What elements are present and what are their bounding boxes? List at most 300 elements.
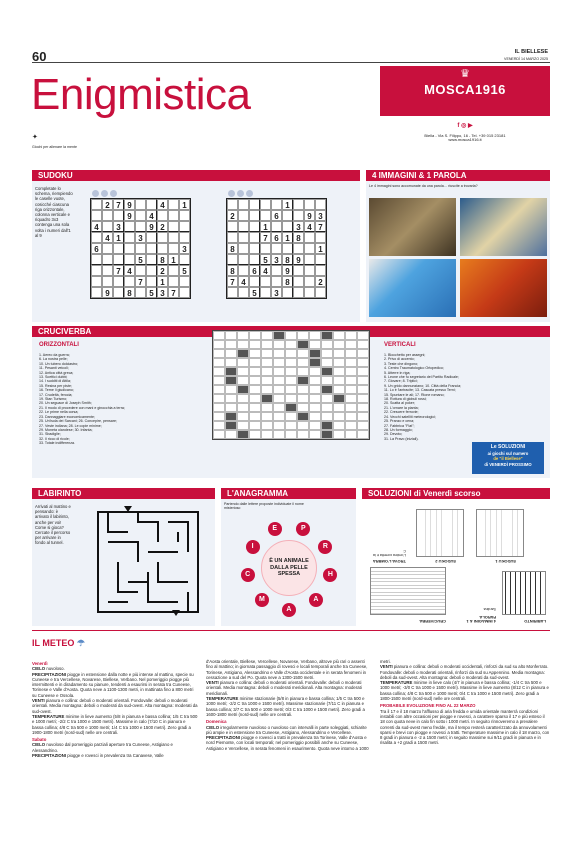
crossword-cell[interactable] bbox=[225, 394, 237, 403]
crossword-grid[interactable] bbox=[212, 330, 370, 440]
sudoku-cell[interactable] bbox=[157, 210, 168, 221]
crossword-cell[interactable] bbox=[237, 385, 249, 394]
crossword-cell[interactable] bbox=[273, 340, 285, 349]
sudoku-cell[interactable] bbox=[249, 254, 260, 265]
sudoku-cell[interactable] bbox=[304, 232, 315, 243]
crossword-cell[interactable] bbox=[345, 358, 357, 367]
sudoku-cell[interactable] bbox=[271, 199, 282, 210]
sudoku-cell[interactable] bbox=[271, 276, 282, 287]
sudoku-cell[interactable]: 1 bbox=[168, 254, 179, 265]
crossword-cell[interactable] bbox=[225, 349, 237, 358]
crossword-cell[interactable] bbox=[333, 367, 345, 376]
crossword-cell[interactable] bbox=[273, 331, 285, 340]
sudoku-cell[interactable]: 8 bbox=[227, 265, 238, 276]
sudoku-cell[interactable] bbox=[91, 199, 102, 210]
sudoku-cell[interactable] bbox=[293, 210, 304, 221]
crossword-cell[interactable] bbox=[237, 430, 249, 439]
crossword-cell[interactable] bbox=[285, 349, 297, 358]
crossword-cell[interactable] bbox=[321, 358, 333, 367]
sudoku-cell[interactable] bbox=[179, 276, 190, 287]
crossword-cell[interactable] bbox=[309, 430, 321, 439]
crossword-cell[interactable] bbox=[297, 367, 309, 376]
instagram-icon[interactable]: ◎ bbox=[461, 123, 467, 129]
sudoku-cell[interactable]: 7 bbox=[315, 221, 326, 232]
crossword-cell[interactable] bbox=[345, 331, 357, 340]
crossword-cell[interactable] bbox=[309, 421, 321, 430]
sudoku-cell[interactable] bbox=[124, 243, 135, 254]
sudoku-cell[interactable]: 4 bbox=[146, 210, 157, 221]
crossword-cell[interactable] bbox=[273, 376, 285, 385]
sudoku-cell[interactable] bbox=[304, 287, 315, 298]
sudoku-cell[interactable]: 3 bbox=[271, 287, 282, 298]
sudoku-cell[interactable] bbox=[102, 254, 113, 265]
sudoku-cell[interactable] bbox=[293, 287, 304, 298]
sudoku-cell[interactable] bbox=[146, 243, 157, 254]
sudoku-cell[interactable]: 4 bbox=[238, 276, 249, 287]
crossword-cell[interactable] bbox=[249, 349, 261, 358]
sudoku-cell[interactable] bbox=[102, 221, 113, 232]
sudoku-cell[interactable] bbox=[124, 254, 135, 265]
sudoku-cell[interactable] bbox=[315, 287, 326, 298]
sudoku-cell[interactable]: 9 bbox=[304, 210, 315, 221]
crossword-cell[interactable] bbox=[237, 340, 249, 349]
sudoku-cell[interactable] bbox=[124, 232, 135, 243]
sudoku-cell[interactable] bbox=[260, 199, 271, 210]
crossword-cell[interactable] bbox=[225, 367, 237, 376]
sudoku-cell[interactable] bbox=[157, 243, 168, 254]
sudoku-cell[interactable] bbox=[271, 243, 282, 254]
sudoku-cell[interactable] bbox=[146, 199, 157, 210]
crossword-cell[interactable] bbox=[297, 394, 309, 403]
sudoku-cell[interactable] bbox=[304, 254, 315, 265]
crossword-cell[interactable] bbox=[309, 367, 321, 376]
sudoku-cell[interactable] bbox=[227, 232, 238, 243]
sudoku-cell[interactable] bbox=[135, 265, 146, 276]
crossword-cell[interactable] bbox=[237, 349, 249, 358]
sudoku-cell[interactable]: 4 bbox=[260, 265, 271, 276]
sudoku-cell[interactable]: 1 bbox=[157, 276, 168, 287]
crossword-cell[interactable] bbox=[273, 367, 285, 376]
crossword-cell[interactable] bbox=[273, 385, 285, 394]
crossword-cell[interactable] bbox=[309, 331, 321, 340]
crossword-cell[interactable] bbox=[345, 403, 357, 412]
crossword-cell[interactable] bbox=[261, 367, 273, 376]
crossword-cell[interactable] bbox=[357, 376, 369, 385]
crossword-cell[interactable] bbox=[237, 394, 249, 403]
crossword-cell[interactable] bbox=[285, 385, 297, 394]
sudoku-cell[interactable] bbox=[113, 287, 124, 298]
sudoku-cell[interactable] bbox=[146, 254, 157, 265]
sudoku-cell[interactable] bbox=[293, 243, 304, 254]
sudoku-cell[interactable] bbox=[124, 221, 135, 232]
sudoku-cell[interactable] bbox=[179, 221, 190, 232]
crossword-cell[interactable] bbox=[225, 331, 237, 340]
crossword-cell[interactable] bbox=[345, 376, 357, 385]
crossword-cell[interactable] bbox=[237, 376, 249, 385]
crossword-cell[interactable] bbox=[261, 403, 273, 412]
sudoku-cell[interactable]: 1 bbox=[179, 199, 190, 210]
crossword-cell[interactable] bbox=[333, 331, 345, 340]
sudoku-cell[interactable]: 5 bbox=[179, 265, 190, 276]
sudoku-cell[interactable]: 6 bbox=[271, 210, 282, 221]
sudoku-cell[interactable] bbox=[168, 199, 179, 210]
sudoku-cell[interactable]: 7 bbox=[113, 199, 124, 210]
crossword-cell[interactable] bbox=[297, 403, 309, 412]
crossword-cell[interactable] bbox=[321, 421, 333, 430]
sudoku-cell[interactable] bbox=[179, 287, 190, 298]
sudoku-cell[interactable]: 5 bbox=[146, 287, 157, 298]
crossword-cell[interactable] bbox=[297, 412, 309, 421]
sudoku-cell[interactable] bbox=[304, 199, 315, 210]
youtube-icon[interactable]: ▶ bbox=[467, 123, 473, 129]
crossword-cell[interactable] bbox=[237, 331, 249, 340]
crossword-cell[interactable] bbox=[237, 421, 249, 430]
crossword-cell[interactable] bbox=[213, 349, 225, 358]
crossword-cell[interactable] bbox=[345, 421, 357, 430]
crossword-cell[interactable] bbox=[261, 331, 273, 340]
sudoku-cell[interactable] bbox=[238, 210, 249, 221]
crossword-cell[interactable] bbox=[333, 403, 345, 412]
crossword-cell[interactable] bbox=[333, 412, 345, 421]
crossword-cell[interactable] bbox=[333, 358, 345, 367]
crossword-cell[interactable] bbox=[357, 385, 369, 394]
sudoku-cell[interactable]: 3 bbox=[293, 221, 304, 232]
crossword-cell[interactable] bbox=[225, 340, 237, 349]
sudoku-cell[interactable] bbox=[271, 265, 282, 276]
ad-website[interactable]: www.mosca1916.it bbox=[448, 137, 482, 143]
crossword-cell[interactable] bbox=[213, 340, 225, 349]
crossword-cell[interactable] bbox=[249, 340, 261, 349]
crossword-cell[interactable] bbox=[297, 349, 309, 358]
sudoku-cell[interactable] bbox=[102, 210, 113, 221]
crossword-cell[interactable] bbox=[249, 376, 261, 385]
sudoku-cell[interactable] bbox=[146, 265, 157, 276]
crossword-cell[interactable] bbox=[213, 421, 225, 430]
sudoku-cell[interactable] bbox=[249, 243, 260, 254]
sudoku-cell[interactable] bbox=[249, 210, 260, 221]
crossword-cell[interactable] bbox=[357, 331, 369, 340]
crossword-cell[interactable] bbox=[213, 331, 225, 340]
crossword-cell[interactable] bbox=[297, 331, 309, 340]
crossword-cell[interactable] bbox=[357, 367, 369, 376]
sudoku-cell[interactable] bbox=[304, 243, 315, 254]
crossword-cell[interactable] bbox=[333, 385, 345, 394]
sudoku-cell[interactable] bbox=[260, 287, 271, 298]
sudoku-cell[interactable]: 3 bbox=[157, 287, 168, 298]
crossword-cell[interactable] bbox=[321, 385, 333, 394]
crossword-cell[interactable] bbox=[309, 412, 321, 421]
crossword-cell[interactable] bbox=[309, 358, 321, 367]
crossword-cell[interactable] bbox=[237, 358, 249, 367]
crossword-cell[interactable] bbox=[273, 421, 285, 430]
sudoku-cell[interactable]: 2 bbox=[157, 265, 168, 276]
sudoku-cell[interactable]: 9 bbox=[282, 265, 293, 276]
crossword-cell[interactable] bbox=[261, 376, 273, 385]
crossword-cell[interactable] bbox=[321, 349, 333, 358]
sudoku-cell[interactable]: 5 bbox=[249, 287, 260, 298]
sudoku-cell[interactable] bbox=[260, 276, 271, 287]
sudoku-cell[interactable] bbox=[102, 265, 113, 276]
crossword-cell[interactable] bbox=[261, 421, 273, 430]
crossword-cell[interactable] bbox=[333, 349, 345, 358]
sudoku-cell[interactable]: 8 bbox=[227, 243, 238, 254]
sudoku-cell[interactable]: 4 bbox=[102, 232, 113, 243]
sudoku-cell[interactable] bbox=[282, 210, 293, 221]
sudoku-cell[interactable] bbox=[168, 265, 179, 276]
sudoku-cell[interactable]: 3 bbox=[271, 254, 282, 265]
crossword-cell[interactable] bbox=[285, 430, 297, 439]
crossword-cell[interactable] bbox=[225, 421, 237, 430]
sudoku-cell[interactable] bbox=[293, 265, 304, 276]
crossword-cell[interactable] bbox=[357, 349, 369, 358]
crossword-cell[interactable] bbox=[345, 430, 357, 439]
sudoku-cell[interactable] bbox=[249, 232, 260, 243]
crossword-cell[interactable] bbox=[249, 358, 261, 367]
sudoku-cell[interactable]: 1 bbox=[315, 243, 326, 254]
crossword-cell[interactable] bbox=[345, 349, 357, 358]
crossword-cell[interactable] bbox=[333, 430, 345, 439]
sudoku-cell[interactable] bbox=[315, 254, 326, 265]
crossword-cell[interactable] bbox=[213, 412, 225, 421]
sudoku-cell[interactable]: 6 bbox=[249, 265, 260, 276]
crossword-cell[interactable] bbox=[297, 340, 309, 349]
sudoku-cell[interactable]: 8 bbox=[282, 254, 293, 265]
crossword-cell[interactable] bbox=[261, 394, 273, 403]
sudoku-cell[interactable]: 1 bbox=[282, 232, 293, 243]
sudoku-cell[interactable] bbox=[293, 199, 304, 210]
sudoku-cell[interactable] bbox=[315, 199, 326, 210]
sudoku-cell[interactable]: 9 bbox=[102, 287, 113, 298]
crossword-cell[interactable] bbox=[297, 385, 309, 394]
sudoku-cell[interactable] bbox=[238, 243, 249, 254]
sudoku-cell[interactable]: 7 bbox=[227, 276, 238, 287]
sudoku-cell[interactable]: 7 bbox=[113, 265, 124, 276]
crossword-cell[interactable] bbox=[273, 358, 285, 367]
crossword-cell[interactable] bbox=[261, 358, 273, 367]
sudoku-cell[interactable] bbox=[271, 221, 282, 232]
crossword-cell[interactable] bbox=[297, 421, 309, 430]
crossword-cell[interactable] bbox=[273, 403, 285, 412]
sudoku-cell[interactable]: 3 bbox=[113, 221, 124, 232]
crossword-cell[interactable] bbox=[213, 367, 225, 376]
sudoku-cell[interactable] bbox=[102, 276, 113, 287]
sudoku-cell[interactable]: 7 bbox=[135, 276, 146, 287]
crossword-cell[interactable] bbox=[261, 349, 273, 358]
crossword-cell[interactable] bbox=[249, 331, 261, 340]
crossword-cell[interactable] bbox=[237, 367, 249, 376]
crossword-cell[interactable] bbox=[309, 376, 321, 385]
crossword-cell[interactable] bbox=[237, 412, 249, 421]
sudoku-cell[interactable]: 8 bbox=[282, 276, 293, 287]
sudoku-cell[interactable] bbox=[168, 210, 179, 221]
crossword-cell[interactable] bbox=[249, 385, 261, 394]
sudoku-cell[interactable] bbox=[168, 232, 179, 243]
sudoku-cell[interactable]: 3 bbox=[315, 210, 326, 221]
crossword-cell[interactable] bbox=[249, 367, 261, 376]
crossword-cell[interactable] bbox=[333, 421, 345, 430]
sudoku-cell[interactable] bbox=[135, 243, 146, 254]
crossword-cell[interactable] bbox=[285, 376, 297, 385]
sudoku-cell[interactable]: 9 bbox=[146, 221, 157, 232]
crossword-cell[interactable] bbox=[285, 412, 297, 421]
crossword-cell[interactable] bbox=[273, 394, 285, 403]
sudoku-cell[interactable] bbox=[238, 221, 249, 232]
crossword-cell[interactable] bbox=[357, 430, 369, 439]
sudoku-cell[interactable] bbox=[282, 221, 293, 232]
sudoku-cell[interactable]: 6 bbox=[91, 243, 102, 254]
sudoku-cell[interactable] bbox=[91, 232, 102, 243]
crossword-cell[interactable] bbox=[285, 403, 297, 412]
sudoku-cell[interactable] bbox=[238, 232, 249, 243]
crossword-cell[interactable] bbox=[357, 358, 369, 367]
sudoku-cell[interactable] bbox=[260, 243, 271, 254]
crossword-cell[interactable] bbox=[273, 349, 285, 358]
sudoku-cell[interactable] bbox=[124, 276, 135, 287]
sudoku-cell[interactable]: 9 bbox=[124, 210, 135, 221]
sudoku-cell[interactable]: 1 bbox=[282, 199, 293, 210]
crossword-cell[interactable] bbox=[213, 430, 225, 439]
crossword-cell[interactable] bbox=[345, 394, 357, 403]
sudoku-cell[interactable]: 4 bbox=[157, 199, 168, 210]
crossword-cell[interactable] bbox=[225, 358, 237, 367]
sudoku-cell[interactable] bbox=[113, 243, 124, 254]
crossword-cell[interactable] bbox=[297, 376, 309, 385]
sudoku-cell[interactable] bbox=[91, 287, 102, 298]
sudoku-cell[interactable] bbox=[293, 276, 304, 287]
crossword-cell[interactable] bbox=[297, 358, 309, 367]
crossword-cell[interactable] bbox=[309, 403, 321, 412]
crossword-cell[interactable] bbox=[249, 394, 261, 403]
sudoku-cell[interactable]: 5 bbox=[135, 254, 146, 265]
sudoku-cell[interactable] bbox=[304, 265, 315, 276]
crossword-cell[interactable] bbox=[321, 403, 333, 412]
sudoku-cell[interactable] bbox=[238, 254, 249, 265]
crossword-cell[interactable] bbox=[285, 358, 297, 367]
crossword-cell[interactable] bbox=[357, 412, 369, 421]
crossword-cell[interactable] bbox=[345, 385, 357, 394]
sudoku-cell[interactable]: 4 bbox=[304, 221, 315, 232]
crossword-cell[interactable] bbox=[225, 430, 237, 439]
crossword-cell[interactable] bbox=[321, 331, 333, 340]
sudoku-cell[interactable]: 2 bbox=[102, 199, 113, 210]
crossword-cell[interactable] bbox=[213, 403, 225, 412]
crossword-cell[interactable] bbox=[213, 358, 225, 367]
crossword-cell[interactable] bbox=[321, 376, 333, 385]
crossword-cell[interactable] bbox=[309, 394, 321, 403]
sudoku-cell[interactable] bbox=[91, 254, 102, 265]
crossword-cell[interactable] bbox=[261, 385, 273, 394]
crossword-cell[interactable] bbox=[357, 403, 369, 412]
sudoku-cell[interactable] bbox=[179, 254, 190, 265]
sudoku-cell[interactable] bbox=[146, 276, 157, 287]
crossword-cell[interactable] bbox=[249, 421, 261, 430]
sudoku-cell[interactable]: 5 bbox=[260, 254, 271, 265]
crossword-cell[interactable] bbox=[333, 340, 345, 349]
crossword-cell[interactable] bbox=[225, 376, 237, 385]
sudoku-cell[interactable] bbox=[168, 276, 179, 287]
sudoku-cell[interactable]: 4 bbox=[91, 221, 102, 232]
sudoku-cell[interactable] bbox=[282, 243, 293, 254]
crossword-cell[interactable] bbox=[213, 385, 225, 394]
sudoku-cell[interactable]: 1 bbox=[113, 232, 124, 243]
sudoku-cell[interactable] bbox=[304, 276, 315, 287]
sudoku-cell[interactable]: 2 bbox=[315, 276, 326, 287]
sudoku-cell[interactable] bbox=[157, 232, 168, 243]
crossword-cell[interactable] bbox=[213, 376, 225, 385]
crossword-cell[interactable] bbox=[321, 367, 333, 376]
crossword-cell[interactable] bbox=[273, 412, 285, 421]
crossword-cell[interactable] bbox=[309, 349, 321, 358]
sudoku-cell[interactable]: 9 bbox=[124, 199, 135, 210]
crossword-cell[interactable] bbox=[357, 394, 369, 403]
crossword-cell[interactable] bbox=[249, 412, 261, 421]
sudoku-cell[interactable] bbox=[135, 199, 146, 210]
sudoku-cell[interactable] bbox=[260, 210, 271, 221]
crossword-cell[interactable] bbox=[261, 430, 273, 439]
sudoku-cell[interactable]: 2 bbox=[157, 221, 168, 232]
crossword-cell[interactable] bbox=[309, 385, 321, 394]
sudoku-cell[interactable] bbox=[238, 199, 249, 210]
sudoku-cell[interactable] bbox=[249, 221, 260, 232]
crossword-cell[interactable] bbox=[357, 421, 369, 430]
crossword-cell[interactable] bbox=[321, 430, 333, 439]
sudoku-cell[interactable] bbox=[179, 232, 190, 243]
sudoku-cell[interactable] bbox=[249, 276, 260, 287]
crossword-cell[interactable] bbox=[345, 367, 357, 376]
sudoku-cell[interactable]: 1 bbox=[260, 221, 271, 232]
sudoku-cell[interactable] bbox=[238, 265, 249, 276]
sudoku-cell[interactable] bbox=[238, 287, 249, 298]
crossword-cell[interactable] bbox=[261, 340, 273, 349]
sudoku-cell[interactable] bbox=[249, 199, 260, 210]
sudoku-cell[interactable] bbox=[113, 210, 124, 221]
facebook-icon[interactable]: f bbox=[457, 123, 460, 129]
sudoku-cell[interactable] bbox=[146, 232, 157, 243]
sudoku-cell[interactable] bbox=[179, 210, 190, 221]
sudoku-cell[interactable] bbox=[227, 254, 238, 265]
crossword-cell[interactable] bbox=[345, 412, 357, 421]
crossword-cell[interactable] bbox=[285, 331, 297, 340]
sudoku-cell[interactable] bbox=[135, 287, 146, 298]
crossword-cell[interactable] bbox=[213, 394, 225, 403]
sudoku-cell[interactable] bbox=[315, 265, 326, 276]
crossword-cell[interactable] bbox=[225, 403, 237, 412]
sudoku-cell[interactable] bbox=[227, 287, 238, 298]
crossword-cell[interactable] bbox=[333, 394, 345, 403]
crossword-cell[interactable] bbox=[333, 376, 345, 385]
crossword-cell[interactable] bbox=[249, 430, 261, 439]
sudoku-cell[interactable] bbox=[91, 210, 102, 221]
sudoku-cell[interactable]: 9 bbox=[293, 254, 304, 265]
sudoku-cell[interactable] bbox=[282, 287, 293, 298]
crossword-cell[interactable] bbox=[261, 412, 273, 421]
sudoku-cell[interactable]: 3 bbox=[135, 232, 146, 243]
crossword-cell[interactable] bbox=[297, 430, 309, 439]
sudoku-cell[interactable]: 8 bbox=[157, 254, 168, 265]
sudoku-cell[interactable]: 3 bbox=[179, 243, 190, 254]
sudoku-cell[interactable]: 4 bbox=[124, 265, 135, 276]
sudoku-grid-1[interactable] bbox=[90, 198, 191, 299]
sudoku-cell[interactable]: 7 bbox=[168, 287, 179, 298]
crossword-cell[interactable] bbox=[321, 412, 333, 421]
crossword-cell[interactable] bbox=[237, 403, 249, 412]
crossword-cell[interactable] bbox=[357, 340, 369, 349]
sudoku-cell[interactable]: 8 bbox=[293, 232, 304, 243]
crossword-cell[interactable] bbox=[321, 340, 333, 349]
sudoku-cell[interactable]: 2 bbox=[227, 210, 238, 221]
sudoku-cell[interactable] bbox=[113, 254, 124, 265]
crossword-cell[interactable] bbox=[309, 340, 321, 349]
